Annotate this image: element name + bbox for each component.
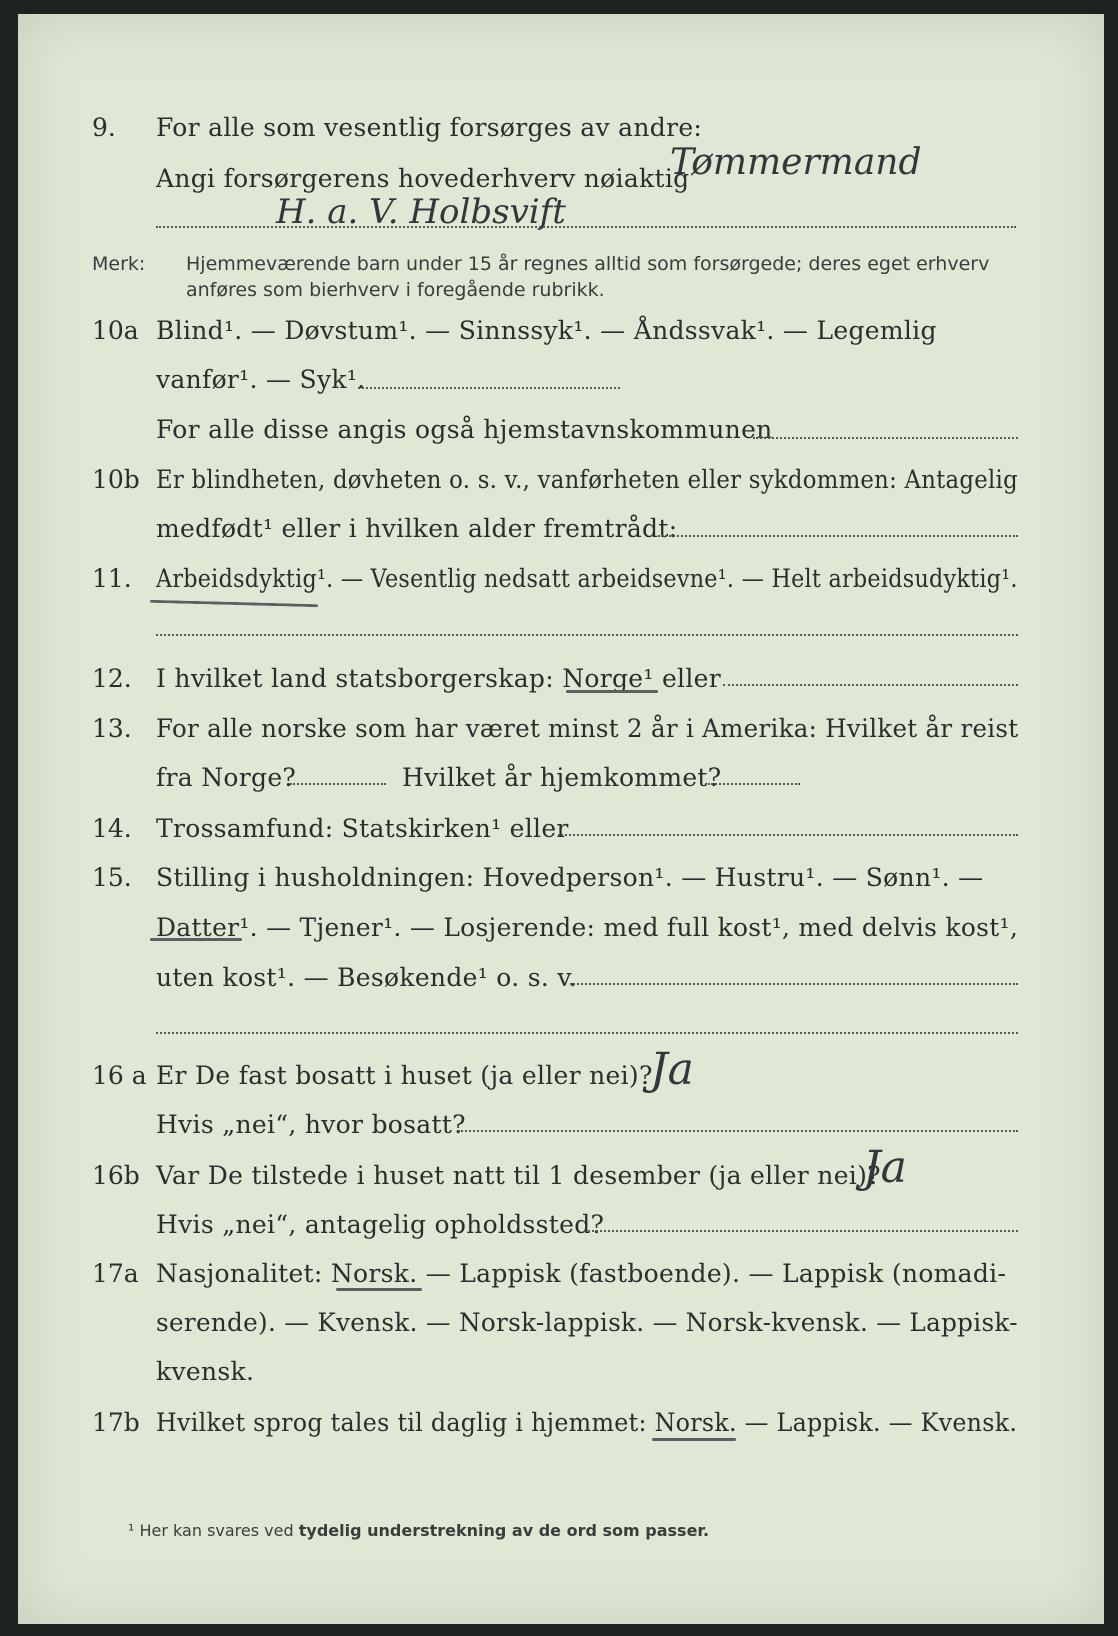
q10a-line2: vanfør¹. — Syk¹. — [156, 365, 366, 394]
q11-underline-mark — [150, 600, 318, 607]
q15-underline-mark — [150, 938, 242, 941]
q10b-line1: Er blindheten, døvheten o. s. v., vanførheten eller sykdommen: Antagelig — [156, 465, 1018, 494]
q14-line1: Trossamfund: Statskirken¹ eller — [156, 814, 569, 843]
q10a-line1: Blind¹. — Døvstum¹. — Sinnssyk¹. — Åndssvak¹. — Legemlig — [156, 316, 937, 345]
q16b-handwritten-answer: Ja — [863, 1142, 907, 1193]
q11-number: 11. — [92, 564, 132, 593]
q17a-line3: kvensk. — [156, 1357, 255, 1386]
q15-answer-line — [570, 983, 1018, 985]
q12-underline-mark — [566, 690, 658, 693]
footnote-text-b: tydelig understrekning av de ord som passer. — [298, 1521, 710, 1540]
q16a-handwritten-answer: Ja — [650, 1044, 694, 1095]
q17a-number: 17a — [92, 1259, 139, 1288]
q9-line2: Angi forsørgerens hovederhverv nøiaktig — [156, 164, 690, 193]
merk-line2: anføres som bierhverv i foregående rubrikk. — [186, 279, 605, 301]
q13-line1: For alle norske som har været minst 2 år i Amerika: Hvilket år reist — [156, 714, 1019, 743]
q17b-underline-mark — [652, 1438, 736, 1441]
q11-line1: Arbeidsdyktig¹. — Vesentlig nedsatt arbeidsevne¹. — Helt arbeidsudyktig¹. — [156, 564, 1018, 593]
q15-number: 15. — [92, 863, 132, 892]
q16a-line1: Er De fast bosatt i huset (ja eller nei)? — [156, 1061, 653, 1090]
q15-line3: uten kost¹. — Besøkende¹ o. s. v. — [156, 963, 578, 992]
q17a-line2: serende). — Kvensk. — Norsk-lappisk. — Norsk-kvensk. — Lappisk- — [156, 1308, 1018, 1337]
q12-answer-line — [723, 684, 1018, 686]
q10b-answer-line — [658, 535, 1018, 537]
q14-number: 14. — [92, 814, 132, 843]
q13-departure-line — [290, 783, 386, 785]
q15-line2: Datter¹. — Tjener¹. — Losjerende: med full kost¹, med delvis kost¹, — [156, 913, 1019, 942]
q9-line1: For alle som vesentlig forsørges av andre: — [156, 113, 703, 142]
footnote-text-a: Her kan svares ved — [139, 1521, 294, 1540]
q16a-answer-line — [458, 1130, 1018, 1132]
q9-number: 9. — [92, 113, 116, 142]
q10b-line2: medfødt¹ eller i hvilken alder fremtrådt: — [156, 514, 678, 543]
q15-extra-line — [156, 1032, 1018, 1034]
footnote-mark: ¹ — [128, 1521, 135, 1540]
q17a-line1: Nasjonalitet: Norsk. — Lappisk (fastboende). — Lappisk (nomadi- — [156, 1259, 1007, 1288]
q11-answer-line — [156, 634, 1018, 636]
footnote — [128, 1521, 709, 1540]
q17b-number: 17b — [92, 1408, 140, 1437]
merk-label: Merk: — [92, 253, 146, 275]
census-form-page — [18, 14, 1104, 1624]
q10a-number: 10a — [92, 316, 139, 345]
q17a-underline-mark — [336, 1288, 422, 1291]
q17b-line1: Hvilket sprog tales til daglig i hjemmet: Norsk. — Lappisk. — Kvensk. — [156, 1408, 1018, 1437]
merk-line1: Hjemmeværende barn under 15 år regnes alltid som forsørgede; deres eget erhverv — [186, 253, 990, 275]
q10b-number: 10b — [92, 465, 140, 494]
q9-answer-line — [156, 226, 1016, 228]
q10a-sick-line — [358, 387, 620, 389]
q16a-number: 16 a — [92, 1061, 147, 1090]
q16b-number: 16b — [92, 1161, 140, 1190]
q13-line2b: Hvilket år hjemkommet? — [402, 763, 722, 792]
q12-number: 12. — [92, 664, 132, 693]
q16b-answer-line — [588, 1230, 1018, 1232]
q16b-line2: Hvis „nei“, antagelig opholdssted? — [156, 1210, 605, 1239]
q10a-municipality-line — [753, 437, 1018, 439]
q15-line1: Stilling i husholdningen: Hovedperson¹. — Hustru¹. — Sønn¹. — — [156, 863, 984, 892]
q9-handwritten-occupation: Tømmermand — [670, 142, 922, 183]
q13-number: 13. — [92, 714, 132, 743]
q10a-line3: For alle disse angis også hjemstavnskommunen — [156, 415, 773, 444]
q16a-line2: Hvis „nei“, hvor bosatt? — [156, 1110, 466, 1139]
q14-answer-line — [558, 834, 1018, 836]
q13-line2a: fra Norge? — [156, 763, 297, 792]
q13-return-line — [708, 783, 800, 785]
q12-line1: I hvilket land statsborgerskap: Norge¹ eller — [156, 664, 721, 693]
q16b-line1: Var De tilstede i huset natt til 1 desember (ja eller nei)? — [156, 1161, 881, 1190]
q9-handwritten-employer: H. a. V. Holbsvift — [276, 192, 566, 232]
